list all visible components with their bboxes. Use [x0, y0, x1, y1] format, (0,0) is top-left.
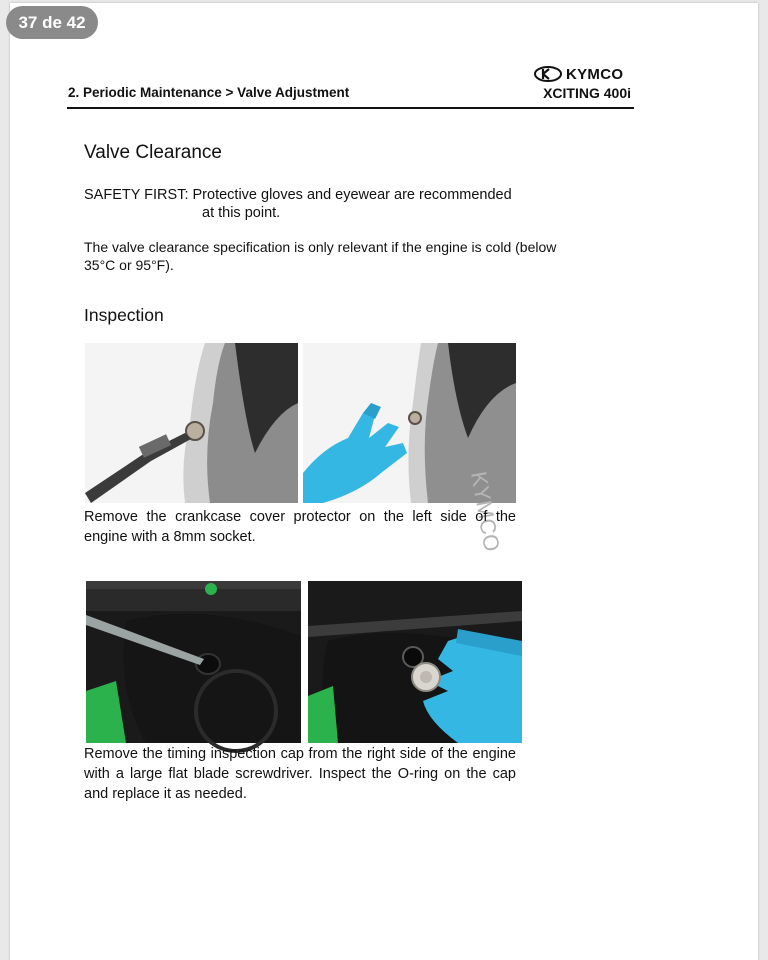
subsection-title: Inspection — [84, 305, 164, 325]
safety-line-2: at this point. — [202, 205, 281, 221]
document-page — [10, 3, 758, 960]
brand-logo — [534, 64, 623, 84]
section-title: Valve Clearance — [84, 142, 223, 163]
caption-step-1: Remove the crankcase cover protector on the left side of the engine with a 8mm socket. — [84, 509, 516, 545]
page-counter: 37 de 42 — [6, 6, 98, 39]
photo-screwdriver-cap — [86, 581, 301, 743]
breadcrumb: 2. Periodic Maintenance > Valve Adjustment — [68, 85, 350, 100]
kymco-logo-icon — [534, 66, 562, 82]
caption-step-2: Remove the timing inspection cap from the right side of the engine with a large flat blade screwdriver. Inspect the O-ring on the cap and replace it as needed. — [84, 746, 516, 802]
brand-name: KYMCO — [566, 65, 624, 83]
safety-note — [84, 186, 574, 222]
model-name: XCITING 400i — [543, 85, 631, 101]
photo-glove-cap — [308, 581, 522, 743]
svg-text:KYMCO: KYMCO — [466, 469, 505, 554]
header-divider — [67, 107, 634, 109]
photo-glove-bolt — [303, 343, 516, 554]
photo-socket-wrench — [85, 343, 298, 503]
temperature-note: The valve clearance specification is only relevant if the engine is cold (below 35°C or 95°F). — [84, 239, 557, 273]
safety-line-1: SAFETY FIRST: Protective gloves and eyewear are recommended — [84, 187, 512, 203]
